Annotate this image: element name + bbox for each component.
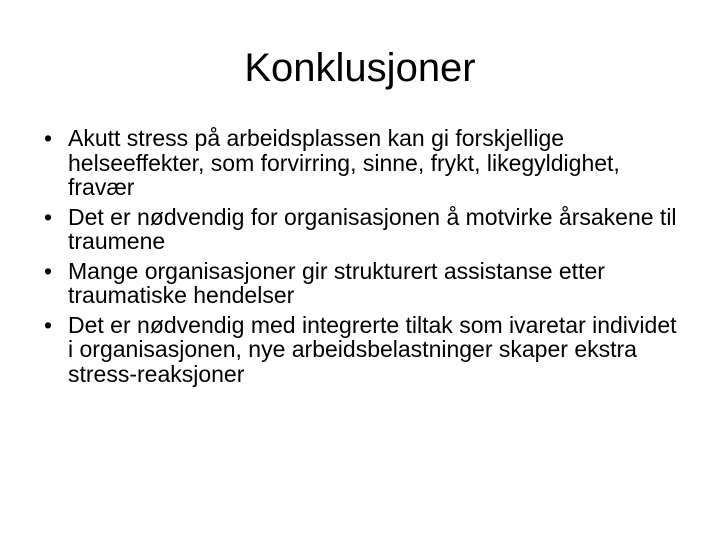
bullet-text: Mange organisasjoner gir strukturert assistanse etter traumatiske hendelser bbox=[68, 257, 605, 308]
bullet-dot-icon: • bbox=[44, 311, 53, 338]
bullet-dot-icon: • bbox=[44, 125, 53, 151]
slide-title: Konklusjoner bbox=[244, 46, 476, 90]
bullet-dot-icon: • bbox=[44, 257, 53, 284]
bullet-item bbox=[44, 259, 684, 308]
bullet-text: Det er nødvendig for organisasjonen å motvirke årsakene til traumene bbox=[68, 203, 677, 254]
bullet-dot-icon: • bbox=[44, 203, 53, 230]
bullet-text: Det er nødvendig med integrerte tiltak som ivaretar individet i organisasjonen, nye arbeidsbelastninger skaper ekstra stress-reaksjoner bbox=[68, 311, 677, 387]
bullet-item bbox=[44, 126, 684, 200]
bullet-list bbox=[44, 126, 684, 391]
bullet-item bbox=[44, 313, 684, 387]
bullet-text: Akutt stress på arbeidsplassen kan gi forskjellige helseeffekter, som forvirring, sinne, frykt, likegyldighet, fravær bbox=[68, 125, 620, 200]
bullet-item bbox=[44, 205, 684, 254]
